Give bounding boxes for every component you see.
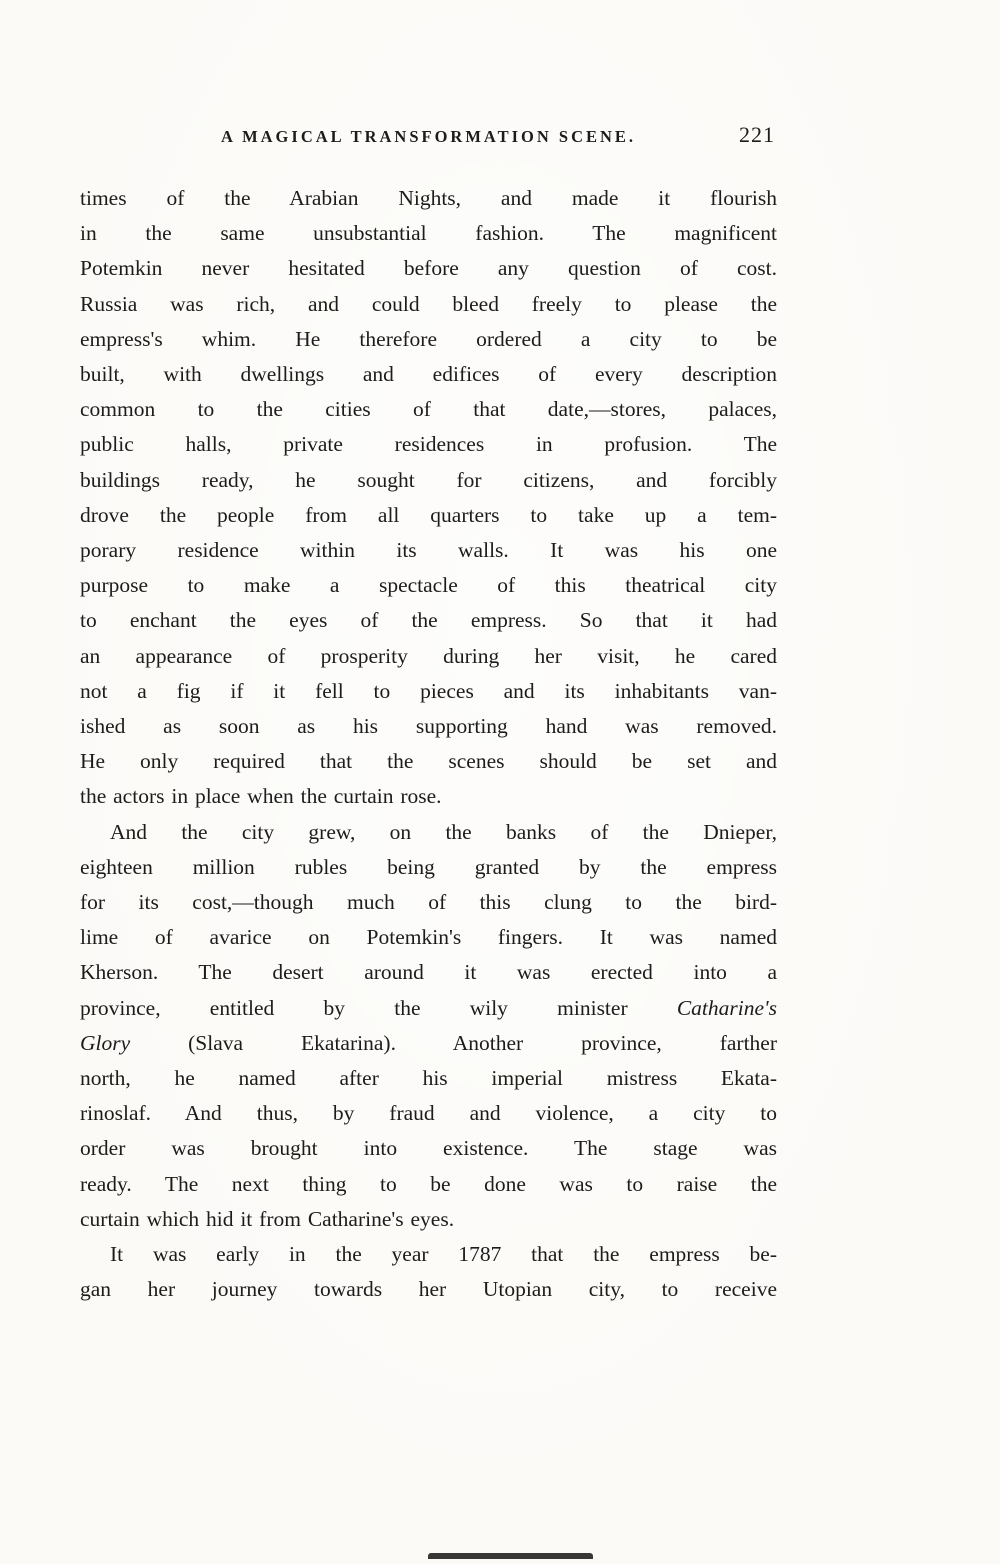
text-line <box>80 533 777 568</box>
body-text: common to the cities of that date,—stores, palaces, <box>80 397 777 422</box>
text-line <box>80 955 777 990</box>
text-line <box>80 744 777 779</box>
body-text: order was brought into existence. The stage was <box>80 1136 777 1161</box>
paragraph <box>80 815 777 1237</box>
body-text: lime of avarice on Potemkin's fingers. It was named <box>80 925 777 950</box>
body-text: gan her journey towards her Utopian city, to receive <box>80 1277 777 1302</box>
body-text: It was early in the year 1787 that the empress be- <box>110 1242 777 1267</box>
text-line <box>80 1131 777 1166</box>
text-line <box>80 1026 777 1061</box>
body-text: for its cost,—though much of this clung to the bird- <box>80 890 777 915</box>
text-line <box>80 885 777 920</box>
text-line <box>80 427 777 462</box>
body-text: (Slava Ekatarina). Another province, farther <box>130 1030 777 1055</box>
text-line <box>80 815 777 850</box>
paragraph <box>80 181 777 815</box>
text-line <box>80 779 777 814</box>
body-text: built, with dwellings and edifices of every description <box>80 362 777 387</box>
text-line <box>80 463 777 498</box>
text-line <box>80 1202 777 1237</box>
text-line <box>80 850 777 885</box>
body-text: north, he named after his imperial mistress Ekata- <box>80 1066 777 1091</box>
text-line <box>80 251 777 286</box>
italic-text: Glory <box>80 1030 131 1055</box>
body-text: He only required that the scenes should be set and <box>80 749 777 774</box>
running-title: A MAGICAL TRANSFORMATION SCENE. <box>220 127 637 146</box>
body-text: drove the people from all quarters to take up a tem- <box>80 502 777 527</box>
page-number: 221 <box>739 122 775 147</box>
running-header <box>80 122 777 152</box>
body-text: public halls, private residences in profusion. The <box>80 432 777 457</box>
body-text: Potemkin never hesitated before any question of cost. <box>80 256 777 281</box>
body-text: porary residence within its walls. It was his one <box>80 538 777 563</box>
body-text: rinoslaf. And thus, by fraud and violence, a city to <box>80 1101 777 1126</box>
body-text: buildings ready, he sought for citizens, and forcibly <box>80 467 777 492</box>
body-text: ready. The next thing to be done was to raise the <box>80 1171 777 1196</box>
text-line <box>80 287 777 322</box>
paragraph <box>80 1237 777 1307</box>
text-line <box>80 1272 777 1307</box>
text-line <box>80 1061 777 1096</box>
text-line <box>80 674 777 709</box>
text-line <box>80 1096 777 1131</box>
text-line <box>80 603 777 638</box>
body-text: the actors in place when the curtain rose. <box>80 784 442 809</box>
body-text: to enchant the eyes of the empress. So that it had <box>80 608 777 633</box>
text-line <box>80 1237 777 1272</box>
text-line <box>80 639 777 674</box>
body-text: And the city grew, on the banks of the Dnieper, <box>110 819 777 844</box>
text-line <box>80 498 777 533</box>
body-text: empress's whim. He therefore ordered a city to be <box>80 326 777 351</box>
text-line <box>80 568 777 603</box>
scan-edge-artifact <box>428 1553 593 1559</box>
body-text: Kherson. The desert around it was erected into a <box>80 960 777 985</box>
page-body <box>80 181 777 1308</box>
text-line <box>80 1167 777 1202</box>
text-line <box>80 920 777 955</box>
body-text: curtain which hid it from Catharine's eyes. <box>80 1206 455 1231</box>
text-line <box>80 181 777 216</box>
text-line <box>80 216 777 251</box>
body-text: in the same unsubstantial fashion. The magnificent <box>80 221 777 246</box>
body-text: not a fig if it fell to pieces and its inhabitants van- <box>80 678 777 703</box>
body-text: purpose to make a spectacle of this theatrical city <box>80 573 777 598</box>
body-text: province, entitled by the wily minister <box>80 995 677 1020</box>
italic-text: Catharine's <box>676 995 777 1020</box>
text-line <box>80 322 777 357</box>
body-text: an appearance of prosperity during her visit, he cared <box>80 643 777 668</box>
body-text: eighteen million rubles being granted by the empress <box>80 854 777 879</box>
text-line <box>80 357 777 392</box>
text-line <box>80 709 777 744</box>
body-text: Russia was rich, and could bleed freely to please the <box>80 291 777 316</box>
text-line <box>80 991 777 1026</box>
text-line <box>80 392 777 427</box>
body-text: ished as soon as his supporting hand was removed. <box>80 714 777 739</box>
body-text: times of the Arabian Nights, and made it flourish <box>80 186 777 210</box>
